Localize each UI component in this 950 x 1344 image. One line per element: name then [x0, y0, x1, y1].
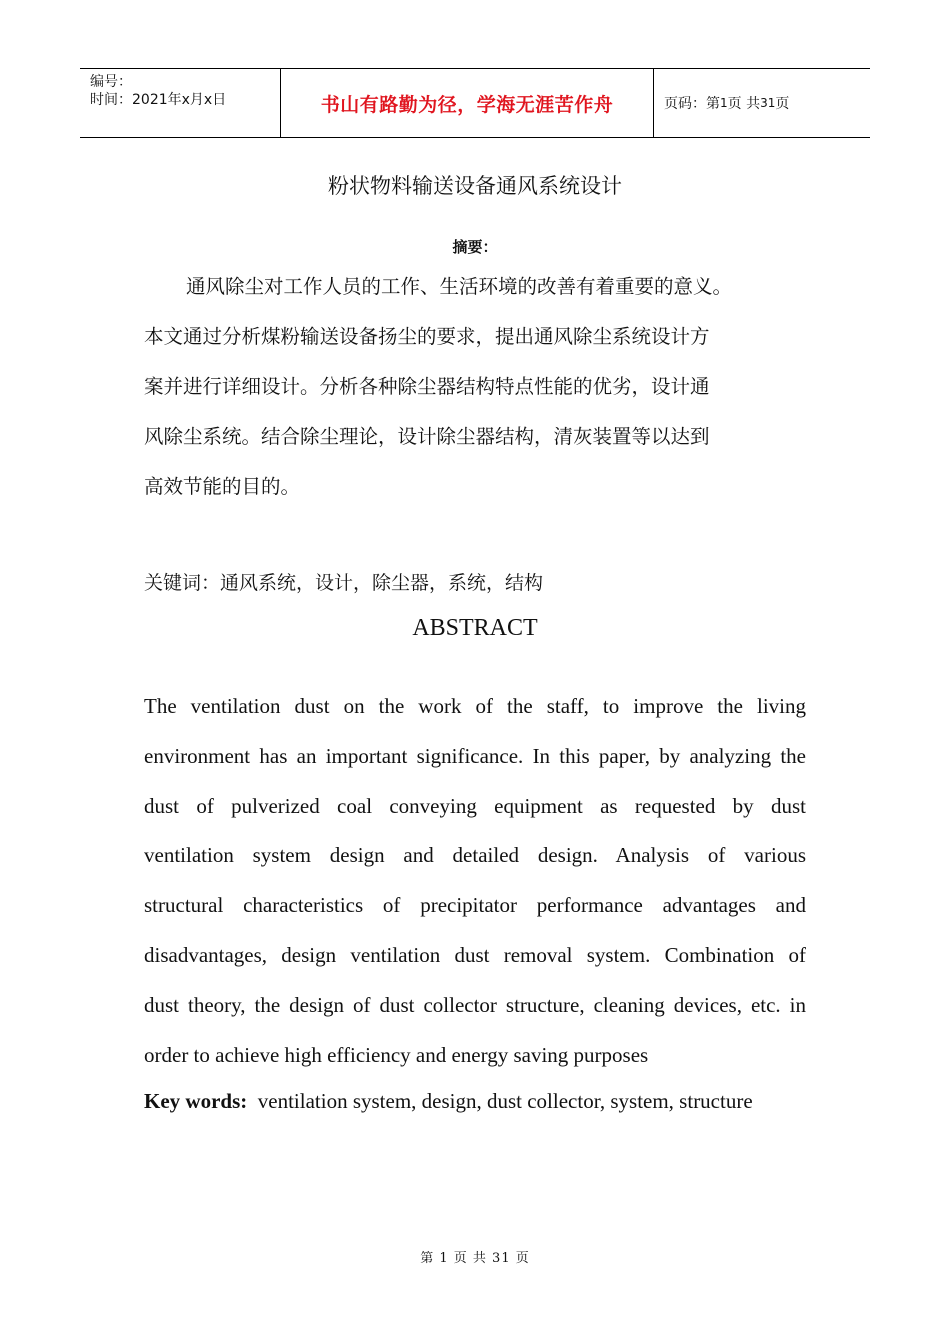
keywords-en [144, 1089, 753, 1114]
abstract-en-paragraph [144, 682, 806, 1080]
keywords-cn-value: 通风系统，设计，除尘器，系统，结构 [220, 572, 544, 594]
document-number-label: 编号： [90, 74, 132, 90]
abstract-cn-line: 风除尘系统。结合除尘理论，设计除尘器结构，清灰装置等以达到 [144, 425, 710, 448]
abstract-en-line: dust theory, the design of dust collector structure, cleaning devices, etc. in [144, 992, 806, 1017]
document-date-label: 时间：2021年x月x日 [90, 92, 227, 108]
keywords-en-label: Key words: [144, 1089, 248, 1113]
document-header [80, 68, 870, 138]
abstract-cn-line: 高效节能的目的。 [144, 475, 301, 498]
keywords-cn [144, 568, 543, 595]
header-page-info [654, 69, 870, 137]
abstract-en-line: environment has an important significance. In this paper, by analyzing the [144, 743, 806, 768]
page-footer: 第 1 页 共 31 页 [420, 1251, 530, 1266]
abstract-cn-line: 通风除尘对工作人员的工作、生活环境的改善有着重要的意义。 [186, 275, 733, 298]
keywords-cn-label: 关键词： [144, 572, 221, 594]
abstract-en-line: The ventilation dust on the work of the staff, to improve the living [144, 694, 806, 718]
abstract-en-line: structural characteristics of precipitator performance advantages and [144, 893, 806, 918]
page-label-prefix: 页码：第 [664, 96, 720, 112]
page-label-mid: 页 共 [727, 96, 761, 112]
page-label-suffix: 页 [775, 96, 790, 112]
abstract-en-heading: ABSTRACT [412, 615, 538, 641]
abstract-en-line: disadvantages, design ventilation dust removal system. Combination of [144, 942, 806, 967]
abstract-en-line: order to achieve high efficiency and energy saving purposes [144, 1042, 649, 1067]
abstract-cn-paragraph [144, 262, 806, 512]
page-total: 31 [760, 96, 776, 110]
header-motto: 书山有路勤为径，学海无涯苦作舟 [281, 69, 654, 137]
abstract-en-line: ventilation system design and detailed design. Analysis of various [144, 843, 806, 868]
page-current: 1 [720, 96, 728, 110]
abstract-label: 摘要： [452, 238, 498, 256]
keywords-en-value: ventilation system, design, dust collector, system, structure [257, 1089, 753, 1113]
header-meta [80, 69, 281, 137]
abstract-cn-line: 案并进行详细设计。分析各种除尘器结构特点性能的优劣，设计通 [144, 375, 710, 398]
abstract-en-line: dust of pulverized coal conveying equipment as requested by dust [144, 793, 806, 818]
abstract-cn-line: 本文通过分析煤粉输送设备扬尘的要求，提出通风除尘系统设计方 [144, 325, 710, 348]
document-title: 粉状物料输送设备通风系统设计 [328, 174, 622, 198]
